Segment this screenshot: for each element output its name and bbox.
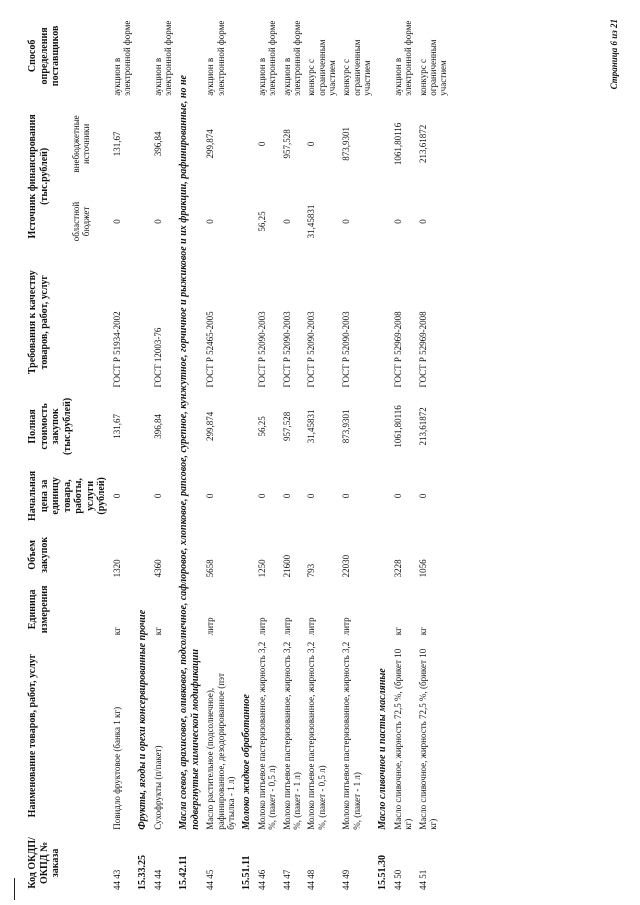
page-footer: Страница 6 из 21 [609,19,619,90]
total-cell: 31,45831 [306,409,317,444]
header-funding: Источник финансирования (тыс.рублей) [27,114,50,239]
price-cell: 0 [417,493,428,499]
order-code: 44 45 [205,869,216,890]
regional-budget-cell: 0 [111,219,122,224]
requirement-cell: ГОСТ 12003-76 [152,327,163,388]
section-code: 15.42.11 [178,855,190,890]
header-funding-regional: областной бюджет [71,201,92,242]
regional-budget-cell: 0 [205,219,216,224]
header-volume: Объем закупок [27,536,50,574]
regional-budget-cell: 56,25 [256,211,267,232]
method-cell: аукцион в электронной форме [152,20,174,96]
table-row [110,13,135,893]
method-cell: аукцион в электронной форме [111,20,132,96]
requirement-cell: ГОСТ Р 52969-2008 [392,311,403,388]
regional-budget-cell: 0 [341,219,352,224]
table-row [280,13,305,893]
unit-cell: литр [281,617,292,636]
extra-budget-cell: 299,874 [205,129,216,159]
table-body [110,13,451,893]
section-code: 15.33.25 [137,855,149,890]
price-cell: 0 [111,493,122,499]
header-price: Начальная цена за единицу товара, работы, услуги (рублей) [27,470,107,521]
header-unit: Единица измерения [27,585,50,634]
total-cell: 396,84 [152,414,163,439]
regional-budget-cell: 31,45831 [306,204,317,239]
table-row [339,13,374,893]
extra-budget-cell: 131,67 [111,131,122,157]
unit-cell: кг [152,627,163,636]
section-row [238,13,255,893]
method-cell: аукцион в электронной форме [392,20,414,96]
unit-cell: литр [205,617,216,636]
order-code: 44 43 [111,869,122,890]
requirement-cell: ГОСТ Р 52090-2003 [341,311,352,388]
table-row [151,13,176,893]
item-name: Молоко питьевое пастеризованное, жирность 3,2 %, (пакет - 0,5 л) [306,641,327,830]
unit-cell: литр [256,617,267,636]
unit-cell: кг [111,627,122,636]
volume-cell: 3228 [392,559,403,578]
section-title: Молоко жидкое обработанное [241,694,253,830]
price-cell: 0 [392,493,403,499]
method-cell: аукцион в электронной форме [256,20,278,96]
extra-budget-cell: 213,61872 [417,124,428,164]
price-cell: 0 [306,493,317,499]
extra-budget-cell: 396,84 [152,131,163,157]
section-title: Масла соевое, арахисовое, оливковое, подсолнечное, сафлоровое, хлопковое, рапсовое, сурепное, кунжутное, горчичное и рыжиковое и их фракции, рафинированные, но не подвергнутые химической модификации [178,75,201,830]
volume-cell: 5658 [205,559,216,578]
section-code: 15.51.11 [241,855,253,890]
item-name: Молоко питьевое пастеризованное, жирность 3,2 %, (пакет - 1 л) [281,641,302,830]
header-funding-extra: внебюджетные источники [71,115,92,173]
price-cell: 0 [281,493,292,499]
procurement-plan-sheet [25,13,619,893]
header-total: Полная стоимость закупок (тыс.рублей) [27,397,73,455]
order-code: 44 51 [417,869,428,890]
table-row [255,13,280,893]
unit-cell: кг [417,627,428,636]
total-cell: 957,528 [281,411,292,442]
method-cell: аукцион в электронной форме [281,20,302,96]
requirement-cell: ГОСТ Р 51934-2002 [111,311,122,388]
order-code: 44 49 [341,869,352,890]
unit-cell: кг [392,627,403,636]
volume-cell: 22030 [341,554,352,578]
volume-cell: 1056 [417,559,428,578]
price-cell: 0 [341,493,352,499]
order-code: 44 50 [392,869,403,890]
header-requirements: Требования к качеству товаров, работ, услуг [27,270,50,375]
total-cell: 131,67 [111,414,122,439]
price-cell: 0 [152,493,163,499]
regional-budget-cell: 0 [417,219,428,224]
extra-budget-cell: 957,528 [281,129,292,159]
extra-budget-cell: 0 [256,141,267,147]
extra-budget-cell: 0 [306,141,317,147]
order-code: 44 46 [256,869,267,890]
price-cell: 0 [205,493,216,499]
volume-cell: 793 [306,563,317,578]
section-row [374,13,391,893]
order-code: 44 48 [306,869,317,890]
section-title: Фрукты, ягоды и орехи консервированные прочие [137,609,149,830]
section-row [175,13,203,893]
volume-cell: 1250 [256,559,267,578]
total-cell: 56,25 [256,416,267,437]
item-name: Масло растительное (подсолнечное), рафинированное, дезодорированное (пэт бутылка - 1 л) [205,673,237,830]
section-row [134,13,151,893]
item-name: Масло сливочное, жирность 72,5 %, (брикет 10 кг) [392,648,414,830]
header-row [25,13,69,893]
unit-cell: литр [306,617,317,636]
requirement-cell: ГОСТ Р 52090-2003 [256,311,267,388]
extra-budget-cell: 873,9301 [341,127,352,161]
requirement-cell: ГОСТ Р 52969-2008 [417,311,428,388]
price-cell: 0 [256,493,267,499]
requirement-cell: ГОСТ Р 52465-2005 [205,311,216,388]
item-name: Молоко питьевое пастеризованное, жирность 3,2 %, (пакет - 0,5 л) [256,641,278,830]
item-name: Сухофрукты (п/пакет) [152,745,163,830]
total-cell: 213,61872 [417,407,428,446]
volume-cell: 1320 [111,559,122,578]
order-code: 44 44 [152,869,163,890]
section-code: 15.51.30 [377,855,389,890]
method-cell: конкурс с ограниченным участием [417,39,449,96]
regional-budget-cell: 0 [281,219,292,224]
regional-budget-cell: 0 [152,219,163,224]
unit-cell: литр [341,617,352,636]
table-row [391,13,416,893]
method-cell: аукцион в электронной форме [205,20,226,96]
section-title: Масло сливочное и пасты масляные [377,668,389,830]
table-row [203,13,238,893]
scan-mark [14,878,15,900]
order-code: 44 47 [281,869,292,890]
method-cell: конкурс с ограниченным участием [341,39,372,96]
item-name: Повидло фруктовое (банка 1 кг) [111,706,122,830]
total-cell: 299,874 [205,411,216,442]
total-cell: 873,9301 [341,409,352,444]
item-name: Молоко питьевое пастеризованное, жирность 3,2 %, (пакет - 1 л) [341,641,362,830]
item-name: Масло сливочное, жирность 72,5 %, (брикет 10 кг) [417,648,438,830]
table-row [416,13,451,893]
table-row [304,13,339,893]
extra-budget-cell: 1061,80116 [392,122,403,166]
requirement-cell: ГОСТ Р 52090-2003 [281,311,292,388]
header-code: Код ОКДП/ ОКПД № заказа [27,837,61,889]
volume-cell: 4360 [152,559,163,578]
regional-budget-cell: 0 [392,219,403,224]
volume-cell: 21600 [281,554,292,578]
method-cell: конкурс с ограниченным участием [306,39,337,96]
requirement-cell: ГОСТ Р 52090-2003 [306,311,317,388]
header-name: Наименование товаров, работ, услуг [27,653,38,818]
total-cell: 1061,80116 [392,405,403,448]
procurement-table [25,13,451,893]
header-method: Способ определения поставщиков [27,25,61,87]
